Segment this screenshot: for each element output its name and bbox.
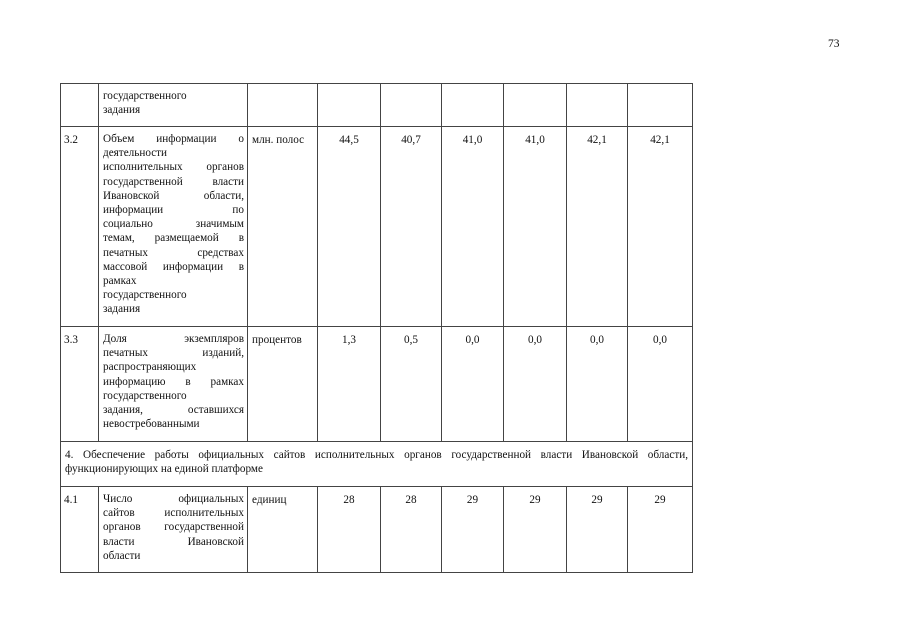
description-line: органов государственной [103,521,244,534]
value-cell: 0,5 [381,327,442,442]
value-cell: 0,0 [442,327,504,442]
table-row [61,442,693,487]
unit-cell: млн. полос [248,127,318,327]
row-index: 4.1 [61,487,99,573]
description-line: государственного [103,389,187,402]
description-line: государственной власти [103,175,244,188]
page-number: 73 [828,38,840,50]
description-line: печатных средствах [103,246,244,259]
unit-cell [248,84,318,127]
description-line: рамках [103,275,137,288]
description-line: задания [103,104,141,117]
description-line: Доля экземпляров [103,333,244,345]
description-line: задания, оставшихся [103,404,244,417]
value-cell: 42,1 [567,127,628,327]
description-line: деятельности [103,147,168,160]
value-cell: 44,5 [318,127,381,327]
value-cell: 29 [567,487,628,573]
table-row [61,84,693,127]
value-cell: 29 [628,487,693,573]
indicator-description [99,487,248,573]
value-cell: 29 [442,487,504,573]
value-cell: 28 [318,487,381,573]
description-line: исполнительных органов [103,161,244,174]
description-line: распространяющих [103,361,197,374]
row-index [61,84,99,127]
indicators-table [60,83,693,573]
description-line: Число официальных [103,493,244,505]
value-cell [381,84,442,127]
indicator-description [99,84,248,127]
description-line: области [103,549,141,562]
description-line: печатных изданий, [103,347,244,360]
value-cell [504,84,567,127]
description-line: массовой информации в [103,260,244,273]
description-line: информацию в рамках [103,375,244,388]
value-cell [318,84,381,127]
value-cell: 41,0 [442,127,504,327]
value-cell: 29 [504,487,567,573]
unit-cell: процентов [248,327,318,442]
description-line: Ивановской области, [103,189,244,202]
value-cell: 0,0 [504,327,567,442]
unit-cell: единиц [248,487,318,573]
description-line: социально значимым [103,218,244,231]
value-cell [628,84,693,127]
description-line: информации по [103,204,244,217]
value-cell: 42,1 [628,127,693,327]
description-line: власти Ивановской [103,535,244,548]
description-line: государственного [103,289,187,302]
value-cell [567,84,628,127]
section-heading: 4. Обеспечение работы официальных сайтов исполнительных органов государственной власти Ивановской области, функционирующих на единой платформе [61,442,693,487]
value-cell [442,84,504,127]
row-index: 3.2 [61,127,99,327]
description-line: государственного [103,90,187,102]
indicator-description [99,127,248,327]
value-cell: 40,7 [381,127,442,327]
value-cell: 28 [381,487,442,573]
table-row [61,487,693,573]
description-line: задания [103,303,141,316]
description-line: темам, размещаемой в [103,232,244,245]
value-cell: 0,0 [628,327,693,442]
table-body [61,84,693,573]
description-line: сайтов исполнительных [103,507,244,520]
value-cell: 41,0 [504,127,567,327]
indicator-description [99,327,248,442]
table-row [61,327,693,442]
row-index: 3.3 [61,327,99,442]
table-row [61,127,693,327]
value-cell: 1,3 [318,327,381,442]
description-line: Объем информации о [103,133,244,145]
description-line: невостребованными [103,418,200,431]
value-cell: 0,0 [567,327,628,442]
